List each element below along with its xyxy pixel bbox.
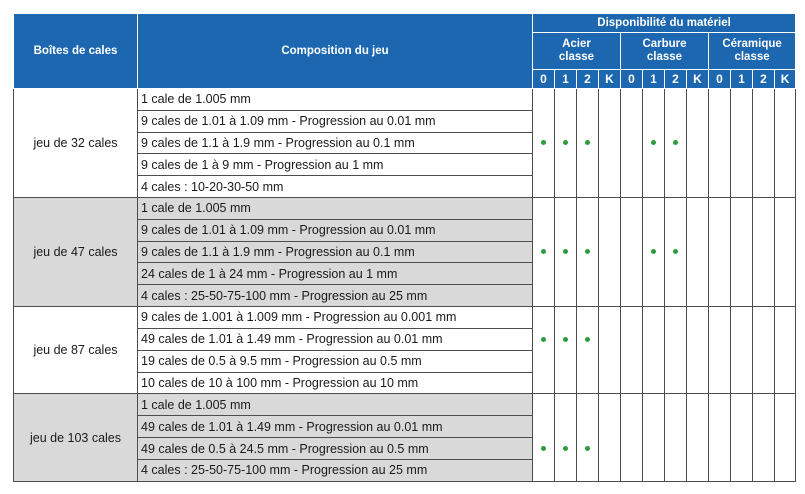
material-name: Acier	[562, 38, 591, 50]
availability-cell	[621, 307, 643, 394]
availability-cell	[775, 307, 796, 394]
availability-cell	[621, 198, 643, 307]
material-class-label: classe	[558, 51, 595, 63]
availability-cell	[731, 198, 753, 307]
availability-dot-icon	[541, 249, 546, 254]
availability-dot-icon	[563, 446, 568, 451]
availability-cell	[709, 89, 731, 198]
composition-cell: 9 cales de 1.1 à 1.9 mm - Progression au 0.1 mm	[138, 132, 533, 154]
table-row	[14, 198, 796, 220]
header-class-1: 1	[643, 70, 665, 89]
availability-cell	[753, 307, 775, 394]
availability-dot-icon	[585, 249, 590, 254]
availability-cell	[687, 307, 709, 394]
availability-cell	[643, 198, 665, 307]
composition-cell: 9 cales de 1 à 9 mm - Progression au 1 mm	[138, 154, 533, 176]
availability-cell	[555, 394, 577, 481]
header-class-0: 0	[709, 70, 731, 89]
header-material-2	[709, 33, 796, 70]
availability-cell	[731, 394, 753, 481]
composition-cell: 9 cales de 1.001 à 1.009 mm - Progression au 0.001 mm	[138, 307, 533, 329]
availability-dot-icon	[585, 337, 590, 342]
availability-cell	[533, 89, 555, 198]
availability-dot-icon	[673, 140, 678, 145]
table-body	[14, 89, 796, 482]
composition-cell: 4 cales : 25-50-75-100 mm - Progression au 25 mm	[138, 459, 533, 481]
header-class-1: 1	[555, 70, 577, 89]
availability-cell	[599, 307, 621, 394]
composition-cell: 49 cales de 0.5 à 24.5 mm - Progression au 0.5 mm	[138, 438, 533, 460]
composition-cell: 1 cale de 1.005 mm	[138, 89, 533, 111]
availability-cell	[621, 394, 643, 481]
availability-cell	[731, 89, 753, 198]
composition-cell: 19 cales de 0.5 à 9.5 mm - Progression au 0.5 mm	[138, 350, 533, 372]
header-class-1: 1	[731, 70, 753, 89]
header-class-0: 0	[533, 70, 555, 89]
gauge-block-table-container	[13, 13, 791, 483]
availability-cell	[687, 198, 709, 307]
availability-dot-icon	[651, 249, 656, 254]
material-name: Carbure	[642, 38, 687, 50]
table-header	[14, 14, 796, 89]
box-set-label: jeu de 103 cales	[14, 394, 138, 481]
availability-cell	[709, 394, 731, 481]
availability-cell	[599, 198, 621, 307]
availability-cell	[775, 394, 796, 481]
composition-cell: 9 cales de 1.01 à 1.09 mm - Progression au 0.01 mm	[138, 110, 533, 132]
availability-cell	[665, 307, 687, 394]
header-class-2: 2	[753, 70, 775, 89]
availability-cell	[687, 89, 709, 198]
availability-dot-icon	[563, 337, 568, 342]
availability-cell	[643, 394, 665, 481]
header-class-2: 2	[577, 70, 599, 89]
availability-cell	[665, 394, 687, 481]
box-set-label: jeu de 87 cales	[14, 307, 138, 394]
availability-dot-icon	[563, 249, 568, 254]
availability-dot-icon	[541, 446, 546, 451]
availability-cell	[555, 198, 577, 307]
availability-dot-icon	[585, 140, 590, 145]
table-row	[14, 307, 796, 329]
availability-cell	[665, 89, 687, 198]
availability-cell	[753, 198, 775, 307]
availability-dot-icon	[563, 140, 568, 145]
availability-cell	[643, 89, 665, 198]
availability-cell	[599, 89, 621, 198]
availability-cell	[533, 307, 555, 394]
availability-dot-icon	[585, 446, 590, 451]
header-class-K: K	[687, 70, 709, 89]
box-set-label: jeu de 47 cales	[14, 198, 138, 307]
availability-cell	[577, 198, 599, 307]
composition-cell: 9 cales de 1.01 à 1.09 mm - Progression au 0.01 mm	[138, 219, 533, 241]
availability-cell	[555, 307, 577, 394]
composition-cell: 4 cales : 25-50-75-100 mm - Progression au 25 mm	[138, 285, 533, 307]
header-box-sets: Boîtes de cales	[14, 14, 138, 89]
composition-cell: 1 cale de 1.005 mm	[138, 198, 533, 220]
availability-dot-icon	[651, 140, 656, 145]
availability-cell	[621, 89, 643, 198]
material-class-label: classe	[646, 51, 683, 63]
header-availability: Disponibilité du matériel	[533, 14, 796, 33]
composition-cell: 49 cales de 1.01 à 1.49 mm - Progression au 0.01 mm	[138, 328, 533, 350]
table-row	[14, 89, 796, 111]
material-class-label: classe	[734, 51, 770, 63]
header-material-1	[621, 33, 709, 70]
availability-cell	[533, 198, 555, 307]
availability-cell	[577, 307, 599, 394]
composition-cell: 49 cales de 1.01 à 1.49 mm - Progression au 0.01 mm	[138, 416, 533, 438]
availability-cell	[533, 394, 555, 481]
availability-dot-icon	[673, 249, 678, 254]
composition-cell: 10 cales de 10 à 100 mm - Progression au 10 mm	[138, 372, 533, 394]
box-set-label: jeu de 32 cales	[14, 89, 138, 198]
availability-cell	[753, 89, 775, 198]
header-class-0: 0	[621, 70, 643, 89]
composition-cell: 24 cales de 1 à 24 mm - Progression au 1 mm	[138, 263, 533, 285]
availability-cell	[775, 89, 796, 198]
composition-cell: 1 cale de 1.005 mm	[138, 394, 533, 416]
gauge-block-table	[13, 13, 796, 482]
header-material-0	[533, 33, 621, 70]
composition-cell: 4 cales : 10-20-30-50 mm	[138, 176, 533, 198]
availability-cell	[775, 198, 796, 307]
availability-cell	[731, 307, 753, 394]
table-row	[14, 394, 796, 416]
availability-cell	[687, 394, 709, 481]
availability-cell	[599, 394, 621, 481]
composition-cell: 9 cales de 1.1 à 1.9 mm - Progression au 0.1 mm	[138, 241, 533, 263]
header-class-K: K	[599, 70, 621, 89]
header-composition: Composition du jeu	[138, 14, 533, 89]
header-class-K: K	[775, 70, 796, 89]
availability-cell	[665, 198, 687, 307]
availability-cell	[577, 394, 599, 481]
availability-cell	[709, 307, 731, 394]
availability-cell	[555, 89, 577, 198]
availability-dot-icon	[541, 337, 546, 342]
availability-cell	[709, 198, 731, 307]
availability-cell	[753, 394, 775, 481]
material-name: Céramique	[722, 38, 782, 50]
header-class-2: 2	[665, 70, 687, 89]
availability-cell	[643, 307, 665, 394]
availability-dot-icon	[541, 140, 546, 145]
availability-cell	[577, 89, 599, 198]
